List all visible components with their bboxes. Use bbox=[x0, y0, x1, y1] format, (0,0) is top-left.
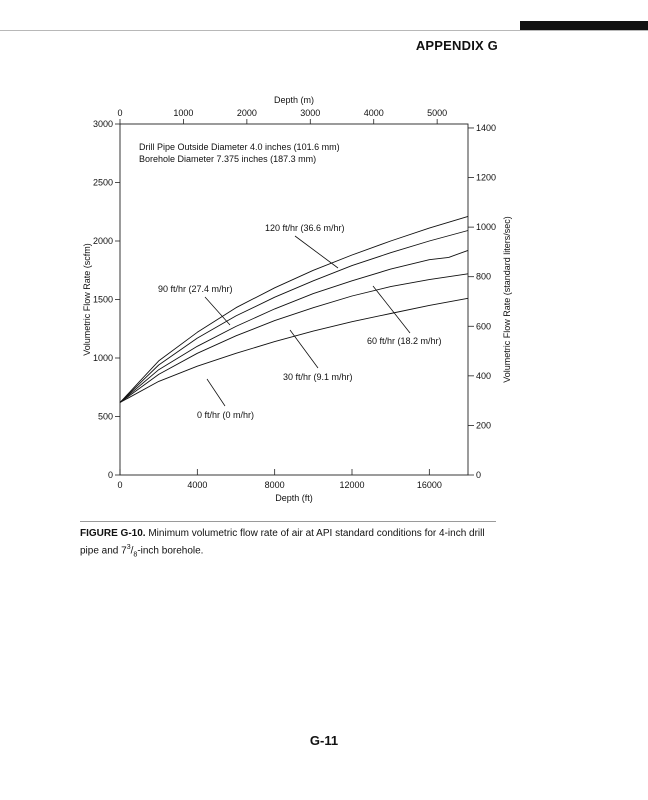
series-leader-2 bbox=[373, 286, 410, 333]
series-leader-4 bbox=[207, 379, 225, 406]
caption-text: Minimum volumetric flow rate of air at API standard conditions for 4-inch drill pipe and 7 bbox=[80, 528, 485, 557]
plot-frame bbox=[120, 124, 468, 475]
series-label-3: 30 ft/hr (9.1 m/hr) bbox=[283, 372, 353, 382]
x2-tick-label: 1000 bbox=[173, 108, 194, 118]
y2-axis-title: Volumetric Flow Rate (standard liters/sec) bbox=[502, 216, 512, 383]
x2-tick-label: 0 bbox=[117, 108, 123, 118]
y-tick-label: 0 bbox=[107, 470, 113, 480]
caption-fraction-denominator: 8 bbox=[133, 551, 138, 559]
y2-tick-label: 600 bbox=[476, 321, 492, 332]
y2-tick-label: 1400 bbox=[476, 122, 497, 133]
y-axis-title: Volumetric Flow Rate (scfm) bbox=[82, 243, 92, 356]
series-leader-1 bbox=[205, 297, 230, 325]
series-label-0: 120 ft/hr (36.6 m/hr) bbox=[265, 223, 345, 233]
x2-tick-label: 3000 bbox=[300, 108, 321, 118]
caption-label: FIGURE G-10. bbox=[80, 528, 146, 539]
y-tick-label: 2500 bbox=[92, 177, 113, 188]
x2-tick-label: 4000 bbox=[363, 108, 384, 118]
annotation-pipe-diameter: Drill Pipe Outside Diameter 4.0 inches (101.6 mm) bbox=[139, 142, 340, 152]
y-tick-label: 1500 bbox=[92, 294, 113, 305]
x-tick-label: 16000 bbox=[416, 480, 442, 490]
y2-tick-label: 1000 bbox=[476, 222, 497, 233]
caption-fraction-numerator: 3 bbox=[126, 544, 131, 551]
series-label-1: 90 ft/hr (27.4 m/hr) bbox=[158, 284, 233, 294]
y2-tick-label: 400 bbox=[476, 370, 492, 381]
x-axis-title: Depth (ft) bbox=[275, 493, 313, 503]
appendix-heading: APPENDIX G bbox=[415, 38, 498, 53]
y-tick-label: 500 bbox=[97, 411, 113, 422]
x2-axis-title: Depth (m) bbox=[273, 95, 315, 105]
series-leader-0 bbox=[295, 236, 338, 268]
caption-rule bbox=[80, 521, 496, 522]
page-number: G-11 bbox=[309, 733, 339, 748]
x-tick-label: 0 bbox=[117, 480, 123, 490]
x-tick-label: 8000 bbox=[264, 480, 285, 490]
x-tick-label: 12000 bbox=[339, 480, 365, 490]
y-tick-label: 1000 bbox=[92, 353, 113, 363]
y2-tick-label: 0 bbox=[476, 470, 482, 480]
figure-caption: FIGURE G-10. Minimum volumetric flow rate of air at API standard conditions for 4-inch drill pipe and $7^3/_8$-inch borehole. bbox=[80, 528, 485, 559]
y2-tick-label: 800 bbox=[476, 271, 492, 282]
series-leader-3 bbox=[290, 330, 318, 368]
y-tick-label: 2000 bbox=[92, 236, 113, 246]
y2-tick-label: 200 bbox=[476, 420, 492, 431]
series-label-4: 0 ft/hr (0 m/hr) bbox=[197, 410, 255, 420]
annotation-borehole-diameter: Borehole Diameter 7.375 inches (187.3 mm) bbox=[139, 154, 317, 164]
y-tick-label: 3000 bbox=[92, 119, 113, 129]
y2-tick-label: 1200 bbox=[476, 172, 497, 183]
x-tick-label: 4000 bbox=[187, 480, 208, 490]
x2-tick-label: 5000 bbox=[427, 108, 448, 118]
x2-tick-label: 2000 bbox=[236, 108, 257, 118]
series-label-2: 60 ft/hr (18.2 m/hr) bbox=[367, 336, 442, 346]
caption-text-end: -inch borehole. bbox=[137, 545, 204, 557]
